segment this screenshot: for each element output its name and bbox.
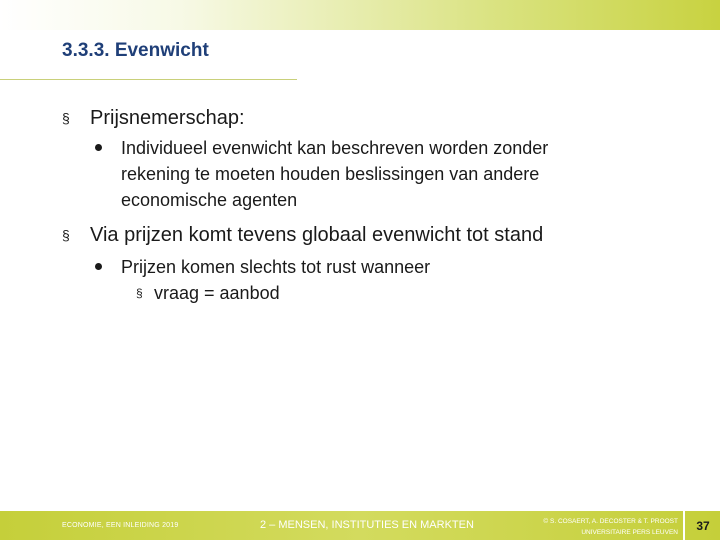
footer-chapter: 2 – MENSEN, INSTITUTIES EN MARKTEN <box>260 519 474 531</box>
footer-copyright-line2: UNIVERSITAIRE PERS LEUVEN <box>581 529 678 536</box>
bullet-text: Prijsnemerschap: <box>90 107 245 129</box>
slide-title: 3.3.3. Evenwicht <box>62 40 209 61</box>
title-underline <box>0 79 297 80</box>
section-bullet-icon: § <box>62 227 70 243</box>
page-number: 37 <box>696 519 710 533</box>
section-bullet-icon: § <box>136 286 143 300</box>
sub-sub-bullet-text: vraag = aanbod <box>154 283 280 303</box>
footer-separator <box>683 511 685 540</box>
footer-book-title: ECONOMIE, EEN INLEIDING 2019 <box>62 522 179 529</box>
top-gradient-band <box>0 0 720 30</box>
round-bullet-icon <box>95 263 102 270</box>
footer-copyright-line1: © S. COSAERT, A. DECOSTER & T. PROOST <box>543 518 678 525</box>
round-bullet-icon <box>95 144 102 151</box>
section-bullet-icon: § <box>62 110 70 126</box>
sub-bullet-text: Individueel evenwicht kan beschreven worden zonder rekening te moeten houden beslissingen van andere economische agenten <box>121 138 549 210</box>
sub-bullet-text: Prijzen komen slechts tot rust wanneer <box>121 257 431 277</box>
bullet-text: Via prijzen komt tevens globaal evenwicht tot stand <box>90 224 544 246</box>
footer-copyright <box>520 516 678 538</box>
footer-bar <box>0 511 720 540</box>
